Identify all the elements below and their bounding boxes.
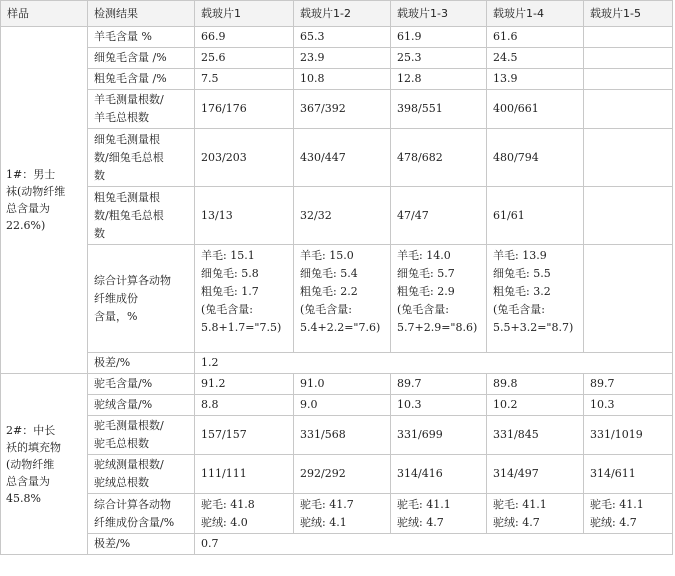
value-cell: 61.6 [487,27,584,48]
text-line: 羊毛: 14.0 [397,249,451,262]
value-cell: 32/32 [294,187,391,245]
calc-cell [584,245,673,353]
value-cell [584,27,673,48]
text-line: 5.5+3.2="8.7) [493,321,574,334]
value-cell: 9.0 [294,395,391,416]
text-line: 驼毛: 41.1 [397,498,451,511]
value-cell: 10.2 [487,395,584,416]
value-cell: 8.8 [195,395,294,416]
calc-cell [487,494,584,534]
calc-cell [195,245,294,353]
text-line: 含量，% [94,309,138,323]
value-cell: 25.3 [391,48,487,69]
value-cell: 314/611 [584,455,673,494]
sample-label [1,27,88,374]
text-line: 总含量为 [6,474,50,488]
calc-cell [195,494,294,534]
text-line: 数 [94,226,105,240]
metric-label [88,416,195,455]
text-line: 袄的填充物 [6,440,61,454]
value-cell: 61.9 [391,27,487,48]
text-line: 驼毛总根数 [94,437,149,450]
text-line: 袜(动物纤维 [6,185,66,198]
value-cell: 292/292 [294,455,391,494]
value-cell: 24.5 [487,48,584,69]
calc-cell [487,245,584,353]
calc-row [1,494,673,534]
range-value: 0.7 [195,534,673,555]
text-line: 总含量为 [6,202,50,215]
value-cell [584,48,673,69]
metric-label [88,129,195,187]
text-line: 综合计算各动物 [94,497,171,511]
value-cell: 480/794 [487,129,584,187]
calc-row [1,245,673,353]
table-row [1,48,673,69]
text-line: 45.8% [6,491,41,505]
value-cell: 400/661 [487,90,584,129]
column-header: 检测结果 [88,1,195,27]
calc-label [88,245,195,353]
value-cell: 10.8 [294,69,391,90]
text-line: 纤维成份 [94,291,138,305]
text-line: 5.7+2.9="8.6) [397,321,478,334]
value-cell: 10.3 [584,395,673,416]
calc-label [88,494,195,534]
text-line: 2#：中长 [6,423,56,437]
value-cell: 111/111 [195,455,294,494]
text-line: 5.4+2.2="7.6) [300,321,381,334]
table-row [1,129,673,187]
text-line: 粗兔毛: 1.7 [201,285,259,298]
text-line: (兔毛含量: [201,303,253,316]
value-cell: 430/447 [294,129,391,187]
value-cell: 331/699 [391,416,487,455]
results-table-body [1,1,673,555]
calc-cell [391,494,487,534]
text-line: 数/粗兔毛总根 [94,208,164,222]
text-line: (兔毛含量: [493,303,545,316]
value-cell [584,187,673,245]
value-cell: 176/176 [195,90,294,129]
range-row [1,534,673,555]
value-cell: 314/497 [487,455,584,494]
value-cell: 66.9 [195,27,294,48]
text-line: 综合计算各动物 [94,273,171,287]
metric-label [88,455,195,494]
value-cell: 7.5 [195,69,294,90]
value-cell: 23.9 [294,48,391,69]
text-line: 数/细兔毛总根 [94,150,164,164]
value-cell: 13/13 [195,187,294,245]
range-row [1,353,673,374]
value-cell: 157/157 [195,416,294,455]
metric-label [88,90,195,129]
value-cell: 203/203 [195,129,294,187]
text-line: 驼绒含量/% [94,398,153,411]
metric-label [88,27,195,48]
text-line: 细兔毛: 5.8 [201,267,259,280]
text-line: 细兔毛含量 /% [94,51,167,64]
value-cell: 91.2 [195,374,294,395]
text-line: 驼绒: 4.7 [397,516,444,529]
metric-label [88,69,195,90]
text-line: 驼毛: 41.1 [493,498,547,511]
text-line: 驼毛: 41.7 [300,498,354,511]
calc-cell [294,494,391,534]
range-value: 1.2 [195,353,673,374]
calc-cell [584,494,673,534]
table-row [1,69,673,90]
text-line: 5.8+1.7="7.5) [201,321,282,334]
value-cell [584,69,673,90]
column-header: 载玻片1-2 [294,1,391,27]
text-line: (兔毛含量: [300,303,352,316]
value-cell: 398/551 [391,90,487,129]
value-cell: 12.8 [391,69,487,90]
metric-label [88,48,195,69]
text-line: 粗兔毛: 2.2 [300,285,358,298]
table-row [1,27,673,48]
text-line: 驼绒: 4.7 [493,516,540,529]
text-line: 驼绒: 4.7 [590,516,637,529]
value-cell [584,129,673,187]
range-label: 极差/% [88,534,195,555]
value-cell: 47/47 [391,187,487,245]
text-line: (兔毛含量: [397,303,449,316]
value-cell: 10.3 [391,395,487,416]
text-line: 细兔毛: 5.7 [397,267,455,280]
column-header: 样品 [1,1,88,27]
metric-label [88,374,195,395]
text-line: 驼毛含量/% [94,377,153,390]
value-cell: 13.9 [487,69,584,90]
column-header: 载玻片1-4 [487,1,584,27]
value-cell: 89.7 [584,374,673,395]
text-line: 粗兔毛: 2.9 [397,285,455,298]
text-line: 22.6%) [6,219,46,232]
column-header: 载玻片1-5 [584,1,673,27]
table-row [1,395,673,416]
value-cell: 25.6 [195,48,294,69]
text-line: 驼毛测量根数/ [94,419,164,432]
value-cell: 89.7 [391,374,487,395]
text-line: 羊毛总根数 [94,111,149,124]
text-line: 驼绒: 4.0 [201,516,248,529]
text-line: 驼绒: 4.1 [300,516,347,529]
calc-cell [294,245,391,353]
calc-cell [391,245,487,353]
value-cell: 331/568 [294,416,391,455]
text-line: 数 [94,168,105,182]
table-row [1,416,673,455]
table-row [1,90,673,129]
text-line: (动物纤维 [6,457,55,471]
text-line: 纤维成份含量/% [94,515,175,529]
value-cell: 331/845 [487,416,584,455]
text-line: 粗兔毛: 3.2 [493,285,551,298]
text-line: 细兔毛测量根 [94,132,160,146]
text-line: 驼绒测量根数/ [94,458,164,471]
text-line: 1#：男士 [6,168,56,181]
text-line: 细兔毛: 5.5 [493,267,551,280]
table-row [1,187,673,245]
table-row [1,455,673,494]
text-line: 驼绒总根数 [94,476,149,489]
value-cell: 367/392 [294,90,391,129]
text-line: 羊毛含量 % [94,30,152,43]
value-cell: 314/416 [391,455,487,494]
header-row [1,1,673,27]
value-cell: 91.0 [294,374,391,395]
value-cell: 65.3 [294,27,391,48]
value-cell: 331/1019 [584,416,673,455]
metric-label [88,395,195,416]
value-cell: 89.8 [487,374,584,395]
table-row [1,374,673,395]
value-cell: 478/682 [391,129,487,187]
value-cell [584,90,673,129]
text-line: 驼毛: 41.8 [201,498,255,511]
column-header: 载玻片1 [195,1,294,27]
value-cell: 61/61 [487,187,584,245]
text-line: 驼毛: 41.1 [590,498,644,511]
range-label: 极差/% [88,353,195,374]
text-line: 羊毛测量根数/ [94,93,164,106]
text-line: 细兔毛: 5.4 [300,267,358,280]
text-line: 粗兔毛含量 /% [94,72,167,85]
metric-label [88,187,195,245]
text-line: 羊毛: 15.0 [300,249,354,262]
text-line: 粗兔毛测量根 [94,190,160,204]
text-line: 羊毛: 15.1 [201,249,255,262]
column-header: 载玻片1-3 [391,1,487,27]
text-line: 羊毛: 13.9 [493,249,547,262]
sample-label [1,374,88,555]
